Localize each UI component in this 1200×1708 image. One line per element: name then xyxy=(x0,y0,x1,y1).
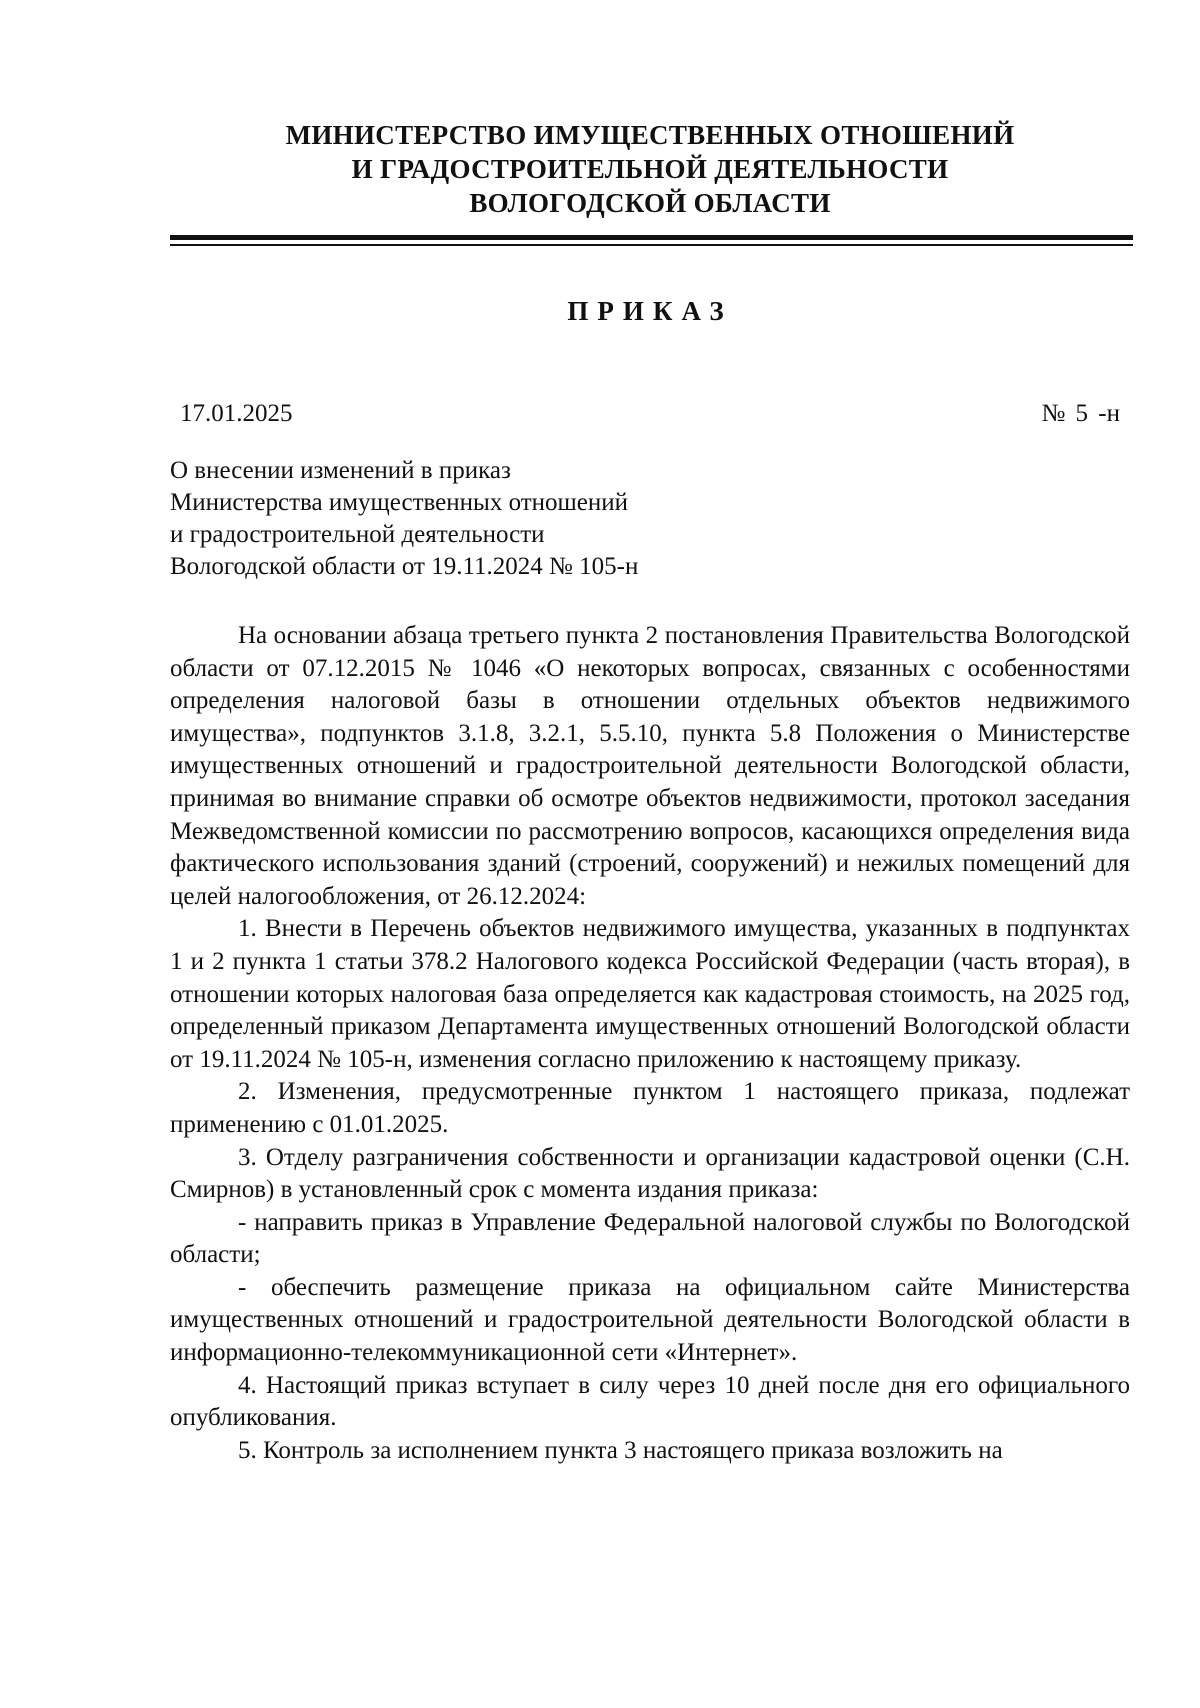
subject-line: О внесении изменений в приказ xyxy=(170,457,511,484)
document-subject xyxy=(170,455,638,583)
ministry-header-line: ВОЛОГОДСКОЙ ОБЛАСТИ xyxy=(469,188,831,218)
document-date: 17.01.2025 xyxy=(180,400,293,427)
document-body xyxy=(170,620,1130,1467)
sub-clause-paragraph: - обеспечить размещение приказа на официальном сайте Министерства имущественных отношений и градостроительной деятельности Вологодской области в информационно-телекоммуникационной сети «Интернет». xyxy=(170,1273,1130,1367)
sub-clause-paragraph: - направить приказ в Управление Федеральной налоговой службы по Вологодской области; xyxy=(170,1208,1130,1269)
ministry-header xyxy=(170,118,1130,220)
ministry-header-line: МИНИСТЕРСТВО ИМУЩЕСТВЕННЫХ ОТНОШЕНИЙ xyxy=(285,120,1015,150)
header-divider-thin xyxy=(170,244,1133,246)
preamble-paragraph: На основании абзаца третьего пункта 2 постановления Правительства Вологодской области от 07.12.2015 № 1046 «О некоторых вопросах, связанных с особенностями определения налоговой базы в отношении отдельных объектов недвижимого имущества», подпунктов 3.1.8, 3.2.1, 5.5.10, пункта 5.8 Положения о Министерстве имущественных отношений и градостроительной деятельности Вологодской области, принимая во внимание справки об осмотре объектов недвижимости, протокол заседания Межведомственной комиссии по рассмотрению вопросов, касающихся определения вида фактического использования зданий (строений, сооружений) и нежилых помещений для целей налогообложения, от 26.12.2024: xyxy=(170,622,1130,910)
clause-paragraph: 4. Настоящий приказ вступает в силу через 10 дней после дня его официального опубликования. xyxy=(170,1371,1130,1432)
document-type-title: ПРИКАЗ xyxy=(567,296,733,326)
subject-line: Министерства имущественных отношений xyxy=(170,489,629,516)
subject-line: и градостроительной деятельности xyxy=(170,521,545,548)
clause-paragraph: 1. Внести в Перечень объектов недвижимого имущества, указанных в подпунктах 1 и 2 пункта 1 статьи 378.2 Налогового кодекса Российской Федерации (часть вторая), в отношении которых налоговая база определяется как кадастровая стоимость, на 2025 год, определенный приказом Департамента имущественных отношений Вологодской области от 19.11.2024 № 105-н, изменения согласно приложению к настоящему приказу. xyxy=(170,915,1130,1073)
ministry-header-line: И ГРАДОСТРОИТЕЛЬНОЙ ДЕЯТЕЛЬНОСТИ xyxy=(351,154,949,184)
clause-paragraph: 5. Контроль за исполнением пункта 3 настоящего приказа возложить на xyxy=(238,1436,1003,1464)
clause-paragraph: 3. Отделу разграничения собственности и организации кадастровой оценки (С.Н. Смирнов) в установленный срок с момента издания приказа: xyxy=(170,1143,1130,1204)
header-divider-thick xyxy=(170,235,1133,240)
subject-line: Вологодской области от 19.11.2024 № 105-н xyxy=(170,553,639,580)
clause-paragraph: 2. Изменения, предусмотренные пунктом 1 настоящего приказа, подлежат применению с 01.01.2025. xyxy=(170,1078,1130,1138)
document-number: № 5 -н xyxy=(1041,400,1120,427)
